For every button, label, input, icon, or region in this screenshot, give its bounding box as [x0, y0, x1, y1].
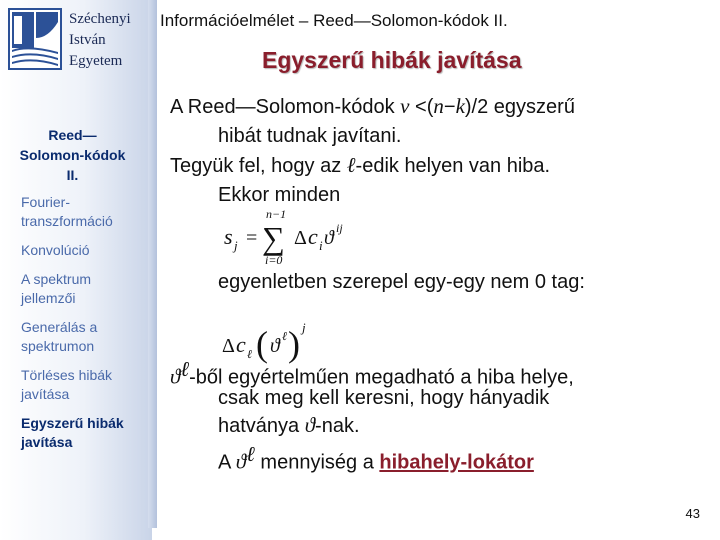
paragraph-5 [218, 440, 534, 477]
formula-sum-bottom: i=0 [265, 253, 283, 267]
sidebar-item-label: spektrumon [21, 338, 95, 354]
ell-superscript [246, 442, 255, 466]
sidebar-title-line: Reed— [48, 127, 97, 143]
sidebar-item-label: javítása [21, 386, 70, 402]
sidebar-item-label: Egyszerű hibák [21, 415, 124, 431]
sidebar-item-label: Törléses hibák [21, 367, 113, 383]
sum-icon: ∑ [262, 220, 285, 256]
theta-symbol: ϑ [170, 364, 181, 389]
paragraph-4-line-2: csak meg kell keresni, hogy hányadik [218, 387, 550, 409]
formula-i: i [319, 238, 323, 253]
left-paren-icon: ( [256, 324, 268, 364]
page-number: 43 [685, 506, 700, 521]
university-name [69, 9, 149, 72]
formula-delta: Δ [222, 335, 235, 357]
formula-sup-ell: ℓ [282, 329, 287, 343]
university-name-line2: István [69, 32, 106, 48]
sidebar-item-generalas[interactable] [21, 318, 146, 356]
n-symbol: n [433, 94, 444, 118]
text-span: -nak. [315, 415, 360, 437]
sidebar-section-title [0, 125, 145, 185]
k-symbol: k [455, 94, 465, 118]
theta-symbol: ϑ [304, 413, 316, 437]
theta-symbol: ϑ [235, 449, 247, 474]
text-span: Tegyük fel, hogy az [170, 155, 347, 177]
university-logo-icon [8, 8, 62, 70]
university-name-line3: Egyetem [69, 53, 123, 69]
right-paren-icon: ) [288, 324, 300, 364]
formula-c: c [308, 224, 318, 249]
text-span: A Reed—Solomon-kódok [170, 96, 401, 118]
paragraph-1-line-2: hibát tudnak javítani. [218, 125, 402, 147]
ell-symbol: ℓ [180, 357, 190, 381]
text-span: mennyiség a [254, 451, 380, 474]
formula-sub-ell: ℓ [247, 347, 252, 361]
sidebar-item-label: Generálás a [21, 319, 98, 335]
formula-eq: = [246, 227, 258, 249]
ell-superscript [180, 357, 190, 381]
sidebar-title-line: II. [66, 167, 79, 183]
ell-symbol: ℓ [346, 153, 356, 177]
sidebar-item-konvolucio[interactable] [21, 241, 146, 260]
paragraph-2-line-1 [170, 151, 550, 180]
paragraph-1-line-1 [170, 92, 575, 121]
text-span: − [443, 96, 456, 118]
formula-theta: ϑ [270, 335, 280, 357]
formula-j: j [234, 238, 238, 253]
sidebar-item-label: jellemzői [21, 290, 76, 306]
sidebar-item-label: transzformáció [21, 213, 113, 229]
sidebar-item-spektrum[interactable] [21, 270, 146, 308]
sidebar-item-label: javítása [21, 434, 73, 450]
text-span: )/2 egyszerű [464, 96, 575, 118]
text-span: A [218, 451, 236, 474]
sidebar-divider [148, 0, 157, 528]
paragraph-4-line-3 [218, 411, 360, 440]
paragraph-2-line-2: Ekkor minden [218, 184, 341, 206]
sidebar-item-label: A spektrum [21, 271, 92, 287]
sidebar-item-egyszeru-active[interactable] [21, 414, 146, 452]
paragraph-3: egyenletben szerepel egy-egy nem 0 tag: [218, 271, 585, 293]
syndrome-formula [218, 204, 368, 268]
university-name-line1: Széchenyi [69, 11, 131, 27]
formula-s: s [224, 224, 233, 249]
text-span: -edik helyen van hiba. [355, 155, 551, 177]
sidebar-item-label: Konvolúció [21, 242, 90, 258]
sidebar-title-line: Solomon-kódok [19, 147, 126, 163]
text-span: <( [409, 96, 434, 118]
formula-theta: ϑ [324, 227, 334, 249]
hibahely-lokator-link[interactable]: hibahely-lokátor [379, 451, 534, 474]
header-title: Információelmélet – Reed—Solomon-kódok II. [160, 11, 508, 30]
formula-sum-top: n−1 [266, 207, 287, 221]
sidebar-item-fourier[interactable] [21, 193, 146, 231]
slide-title: Egyszerű hibák javítása [262, 47, 522, 73]
sidebar-item-torleses[interactable] [21, 366, 146, 404]
formula-delta: Δ [294, 227, 307, 249]
formula-c: c [236, 332, 246, 357]
formula-sup-j: j [302, 320, 306, 335]
sidebar-item-label: Fourier- [21, 194, 71, 210]
formula-exponent: ij [336, 221, 343, 235]
nu-symbol: ν [400, 94, 410, 118]
text-span: hatványa [218, 415, 305, 437]
ell-symbol: ℓ [246, 442, 255, 466]
text-span: -ből egyértelműen megadható a hiba helye, [189, 366, 574, 389]
